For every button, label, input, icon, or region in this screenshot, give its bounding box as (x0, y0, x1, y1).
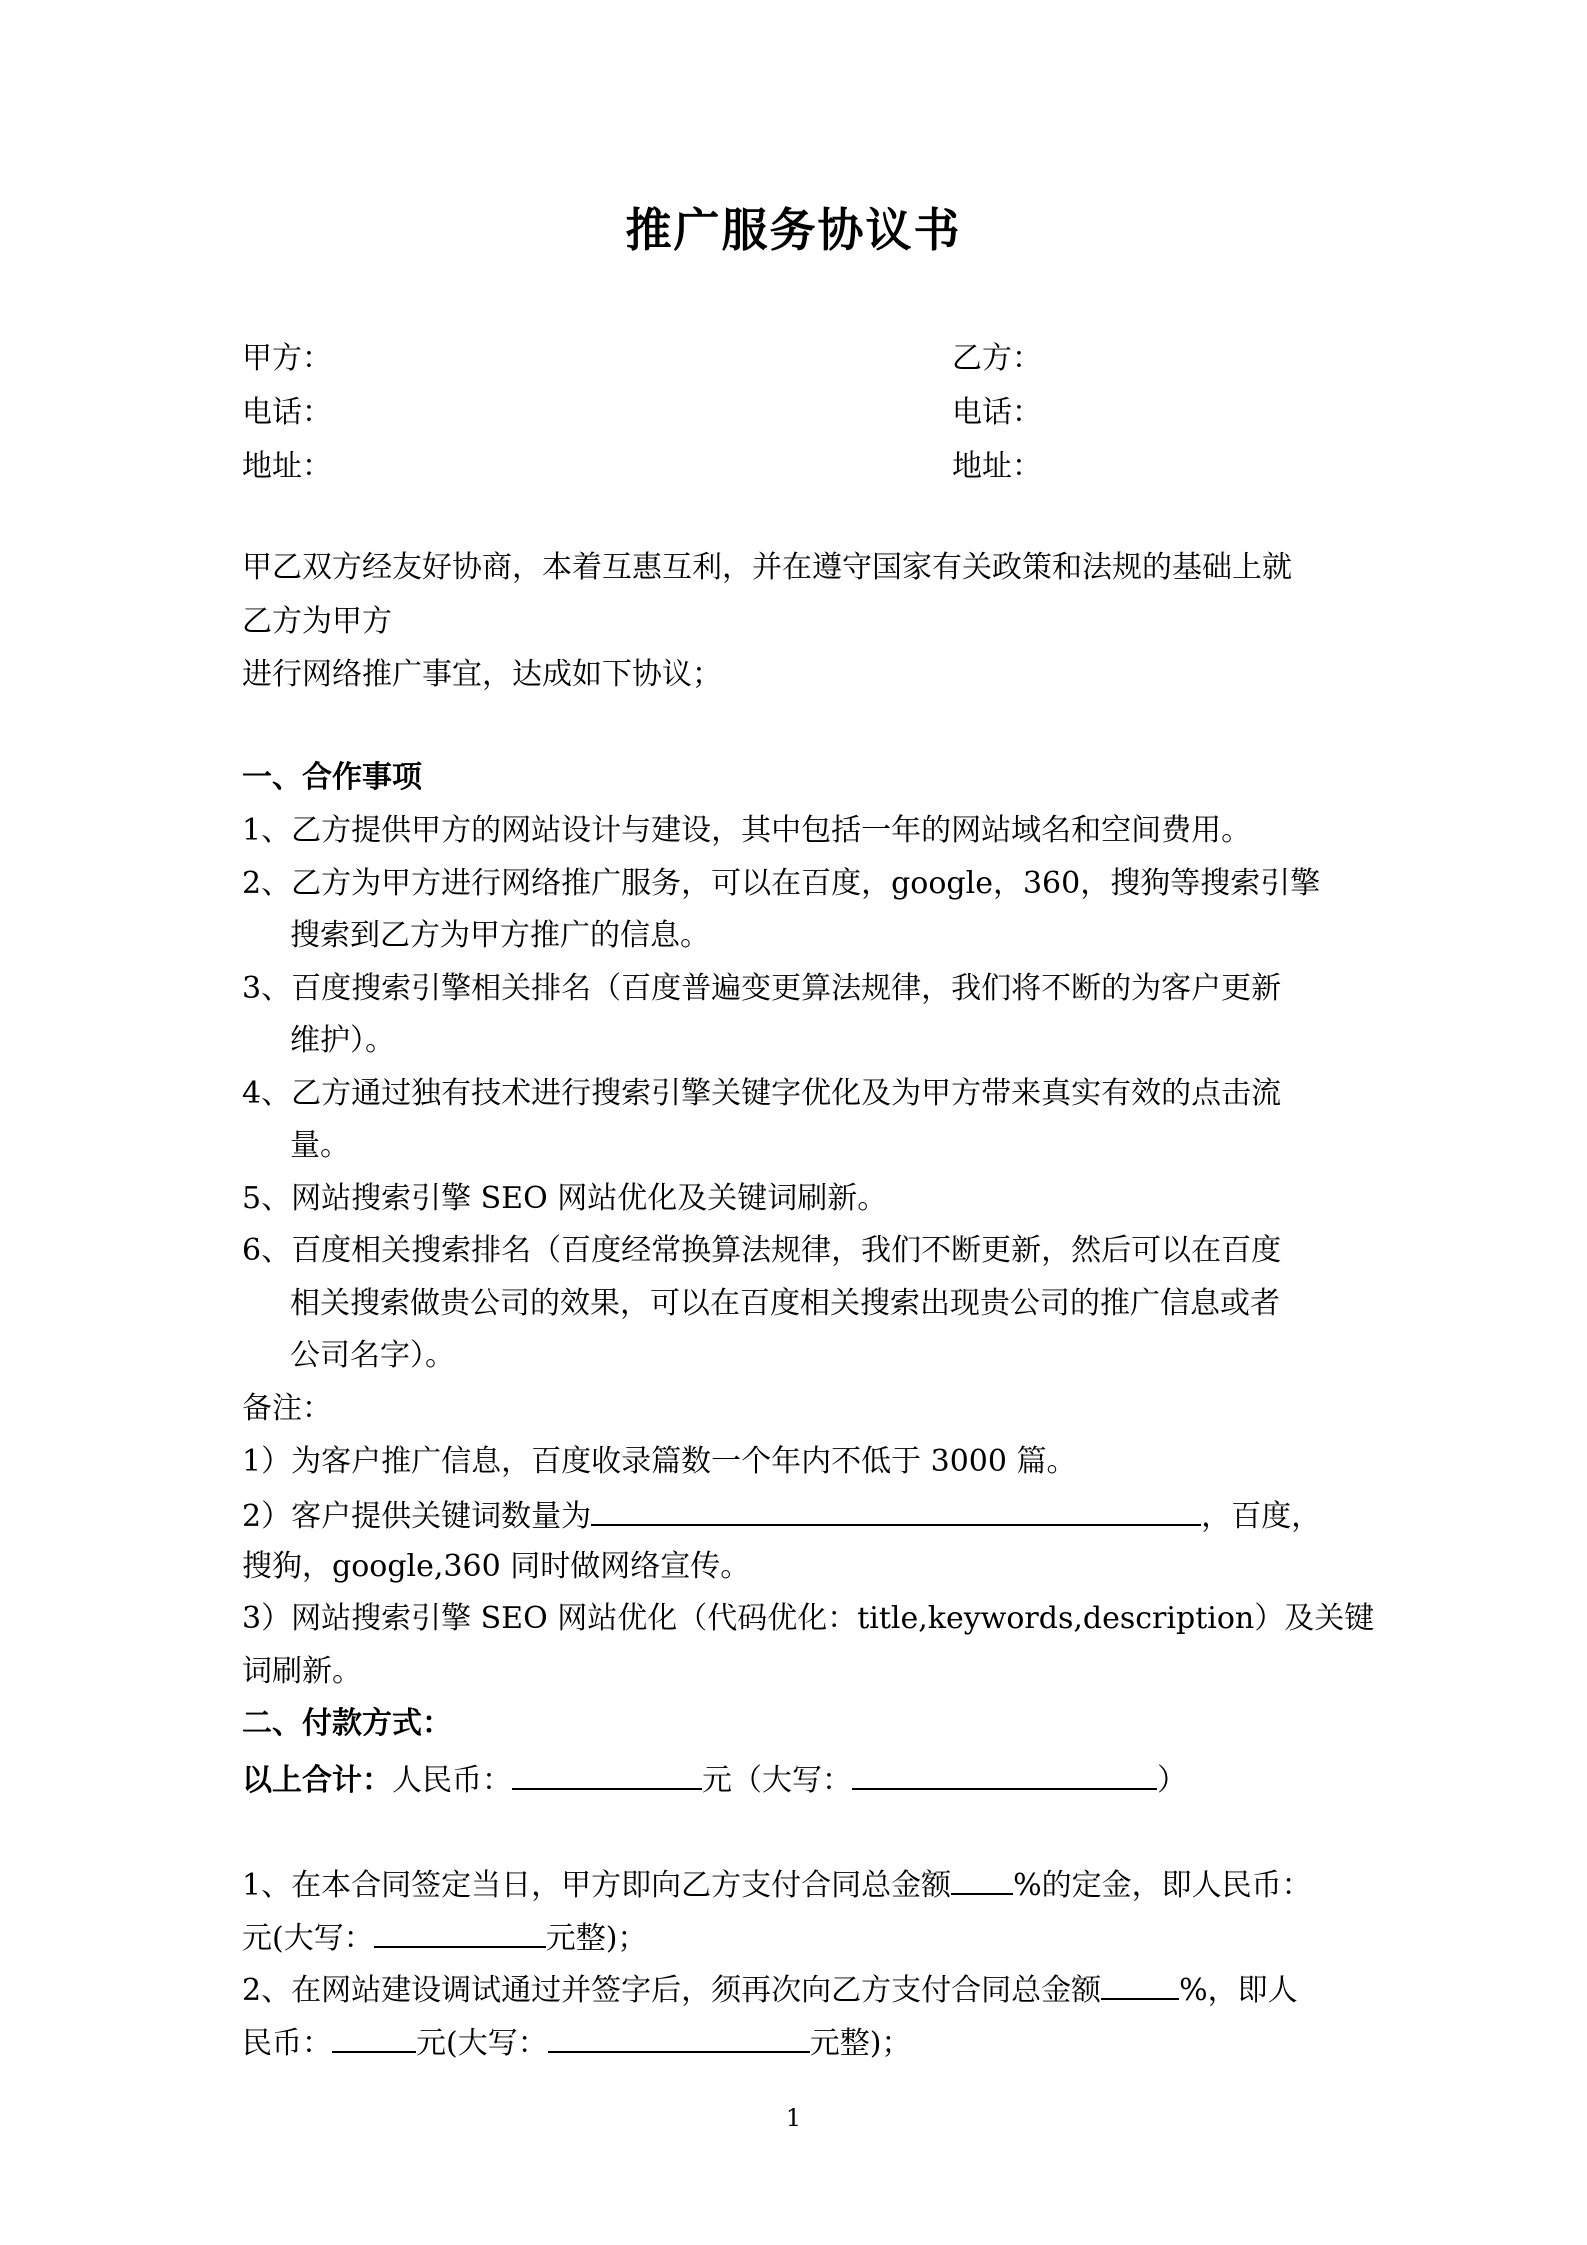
intro-line-3: 进行网络推广事宜，达成如下协议； (242, 657, 722, 692)
yuan-uppercase-label: 元（大写： (702, 1763, 852, 1798)
item-2-cont: 搜索到乙方为甲方推广的信息。 (290, 918, 710, 953)
item-6: 6、百度相关搜索排名（百度经常换算法规律，我们不断更新，然后可以在百度 (242, 1233, 1282, 1268)
party-a-name-label: 甲方： (242, 341, 332, 376)
notes-label: 备注： (242, 1391, 332, 1426)
payment-1-end: 元整)； (545, 1921, 648, 1956)
item-2: 2、乙方为甲方进行网络推广服务，可以在百度，google，360，搜狗等搜索引擎 (242, 866, 1321, 901)
payment-2-text-b: %，即人 (1179, 1973, 1298, 2008)
note-3: 3）网站搜索引擎 SEO 网站优化（代码优化：title,keywords,description）及关键 (242, 1601, 1375, 1636)
close-paren: ） (1157, 1763, 1187, 1798)
item-5: 5、网站搜索引擎 SEO 网站优化及关键词刷新。 (242, 1181, 888, 1216)
page-number: 1 (785, 2104, 802, 2132)
payment-2-cont (242, 2019, 911, 2066)
item-4: 4、乙方通过独有技术进行搜索引擎关键字优化及为甲方带来真实有效的点击流 (242, 1076, 1282, 1111)
section-1-heading: 一、合作事项 (242, 760, 422, 795)
item-4-cont: 量。 (290, 1128, 350, 1163)
note-2-text-end: ，百度， (1201, 1499, 1322, 1534)
payment-2-text: 2、在网站建设调试通过并签字后，须再次向乙方支付合同总金额 (242, 1973, 1102, 2008)
payment-1-text: 1、在本合同签定当日，甲方即向乙方支付合同总金额 (242, 1868, 952, 1903)
item-6-cont-2: 公司名字）。 (290, 1338, 455, 1373)
second-uppercase-blank[interactable] (548, 2019, 810, 2053)
total-amount-blank[interactable] (512, 1756, 702, 1790)
section-2-heading: 二、付款方式： (242, 1706, 452, 1741)
note-3-cont: 词刷新。 (242, 1654, 362, 1689)
party-b-address-label: 地址： (952, 449, 1042, 484)
second-amount-blank[interactable] (332, 2019, 416, 2053)
note-2 (242, 1492, 1321, 1539)
item-6-cont-1: 相关搜索做贵公司的效果，可以在百度相关搜索出现贵公司的推广信息或者 (290, 1286, 1280, 1321)
total-line (242, 1756, 1187, 1803)
note-1: 1）为客户推广信息，百度收录篇数一个年内不低于 3000 篇。 (242, 1444, 1077, 1479)
keyword-count-blank[interactable] (591, 1492, 1201, 1526)
note-2-cont: 搜狗，google,360 同时做网络宣传。 (242, 1549, 751, 1584)
payment-2-yuan: 元(大写： (416, 2026, 548, 2061)
payment-1-yuan: 元(大写： (242, 1921, 374, 1956)
payment-2 (242, 1966, 1298, 2013)
party-a-phone-label: 电话： (242, 395, 332, 430)
deposit-percent-blank[interactable] (951, 1861, 1013, 1895)
party-b-phone-label: 电话： (952, 395, 1042, 430)
note-2-text: 2）客户提供关键词数量为 (242, 1499, 592, 1534)
document-title: 推广服务协议书 (625, 203, 962, 257)
intro-line-2: 乙方为甲方 (242, 604, 392, 639)
payment-1-text-b: %的定金，即人民币： (1013, 1868, 1312, 1903)
payment-2-end: 元整)； (809, 2026, 912, 2061)
payment-1-cont (242, 1914, 647, 1961)
intro-line-1: 甲乙双方经友好协商，本着互惠互利，并在遵守国家有关政策和法规的基础上就 (242, 550, 1292, 585)
total-label: 以上合计： (242, 1763, 392, 1798)
item-1: 1、乙方提供甲方的网站设计与建设，其中包括一年的网站域名和空间费用。 (242, 813, 1252, 848)
item-3: 3、百度搜索引擎相关排名（百度普遍变更算法规律，我们将不断的为客户更新 (242, 971, 1282, 1006)
party-b-name-label: 乙方： (952, 341, 1042, 376)
payment-2-rmb: 民币： (242, 2026, 332, 2061)
total-uppercase-blank[interactable] (852, 1756, 1157, 1790)
rmb-label: 人民币： (392, 1763, 512, 1798)
party-a-address-label: 地址： (242, 449, 332, 484)
payment-1 (242, 1861, 1312, 1908)
deposit-uppercase-blank[interactable] (374, 1914, 546, 1948)
second-percent-blank[interactable] (1101, 1966, 1179, 2000)
item-3-cont: 维护）。 (290, 1023, 395, 1058)
